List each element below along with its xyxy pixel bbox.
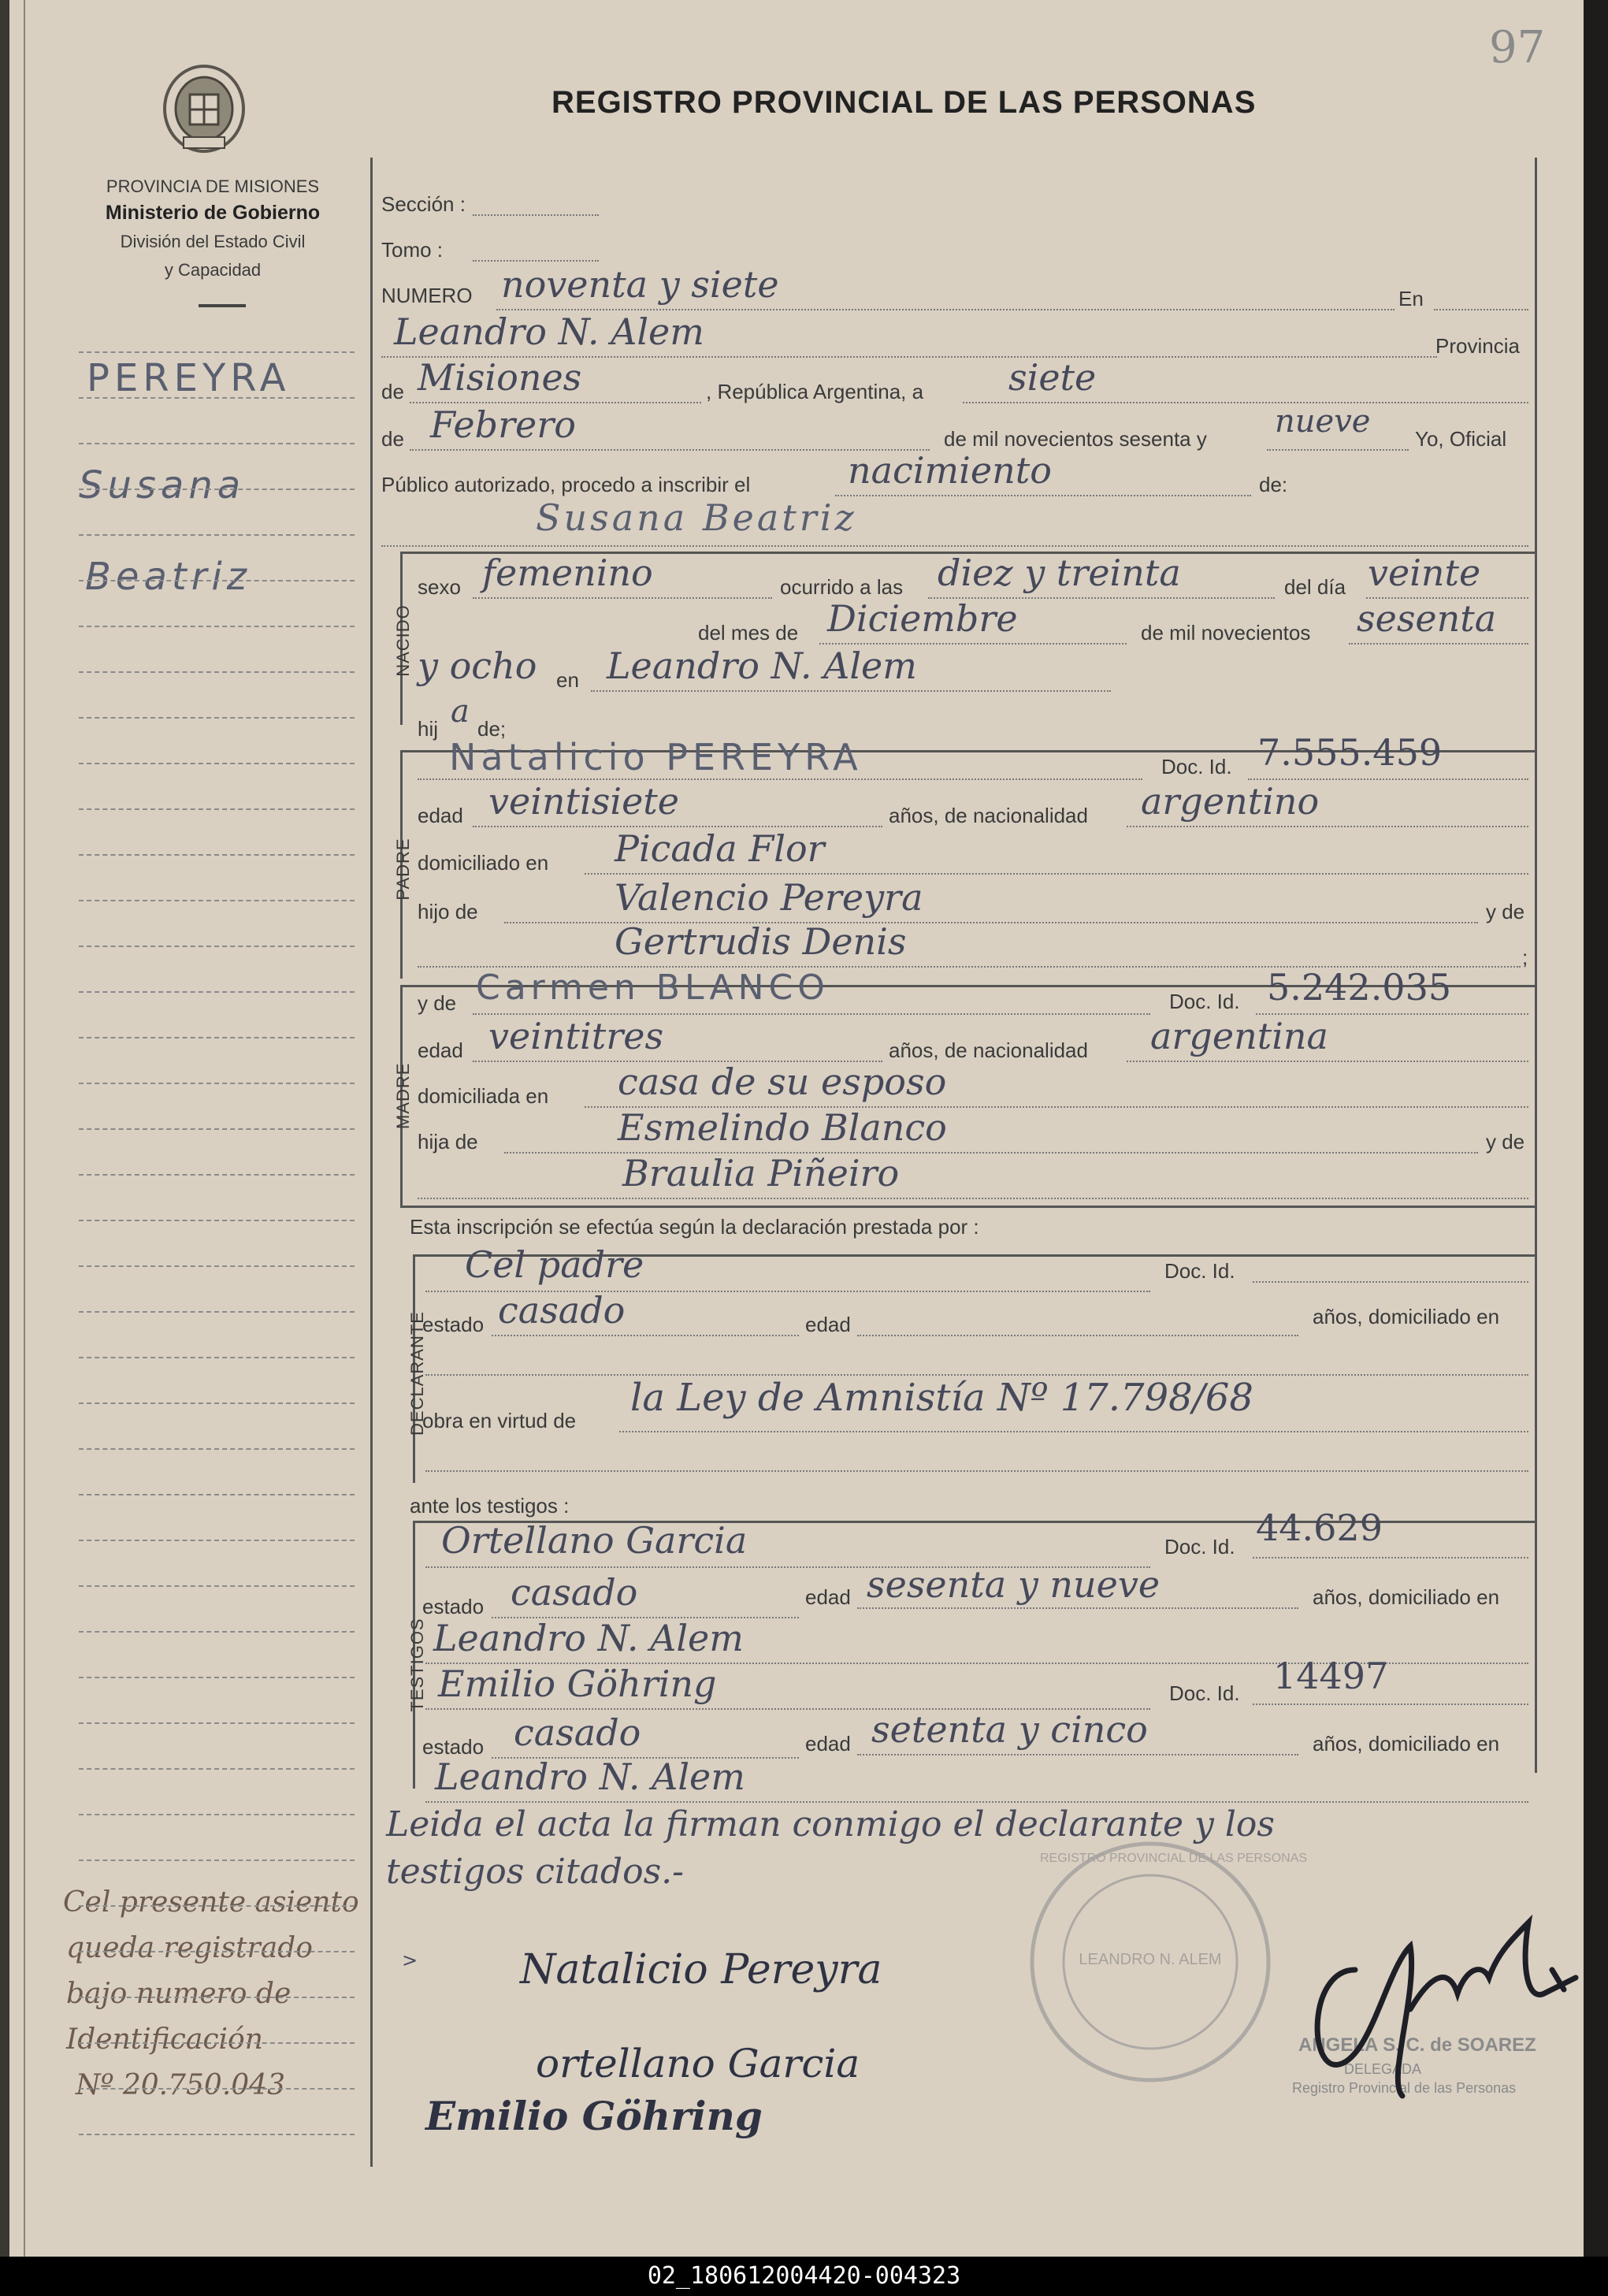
entry-testigo-2-estado: casado [514, 1711, 641, 1754]
dotted-line [835, 495, 1251, 496]
margin-dashed-line [79, 1220, 355, 1221]
entry-declarante-estado: casado [498, 1289, 626, 1332]
entry-mes-nac: Diciembre [827, 597, 1018, 640]
label-madre-nacionalidad: años, de nacionalidad [889, 1038, 1088, 1062]
dotted-line [1253, 1703, 1528, 1705]
entry-ley: la Ley de Amnistía Nº 17.798/68 [630, 1376, 1253, 1420]
entry-abuelo-p: Valencio Pereyra [615, 876, 923, 919]
margin-dashed-line [79, 991, 355, 993]
entry-testigo-2-doc: 14497 [1273, 1655, 1389, 1697]
label-tomo: Tomo : [381, 238, 444, 262]
label-ocurrido: ocurrido a las [780, 575, 904, 599]
margin-dashed-line [79, 1128, 355, 1130]
label-en-2: en [556, 668, 579, 692]
margin-surname: PEREYRA [87, 356, 291, 400]
stamp-official-name: ANGELA S. C. de SOAREZ [1298, 2034, 1536, 2056]
entry-madre-nac: argentina [1150, 1015, 1328, 1057]
label-obra: obra en virtud de [422, 1409, 577, 1432]
dotted-line [857, 1754, 1298, 1755]
margin-dashed-line [79, 1540, 355, 1541]
office-line-2: Ministerio de Gobierno [105, 202, 321, 224]
margin-dashed-line [79, 1494, 355, 1495]
entry-nombre: Susana Beatriz [536, 496, 857, 539]
dotted-line [473, 260, 599, 262]
section-divider-declaracion [400, 1206, 1535, 1208]
dotted-line [619, 1431, 1528, 1432]
entry-testigo-1-doc: 44.629 [1256, 1507, 1383, 1549]
label-madre: MADRE [393, 1062, 413, 1129]
label-testigo-2-edad: edad [805, 1732, 851, 1755]
entry-lugar: Leandro N. Alem [394, 310, 704, 353]
label-padre-domicilio: domiciliado en [418, 851, 549, 875]
margin-dashed-line [79, 443, 355, 444]
stamp-official-office: Registro Provincial de las Personas [1292, 2080, 1517, 2096]
margin-dashed-line [79, 489, 355, 490]
label-publico: Público autorizado, procedo a inscribir el [381, 473, 751, 496]
entry-cierre-1: Leida el acta la firman conmigo el declarante y los [386, 1804, 1275, 1845]
label-mil-novecientos: de mil novecientos [1141, 621, 1311, 645]
entry-padre-dom: Picada Flor [615, 827, 825, 870]
margin-dashed-line [79, 1083, 355, 1084]
entry-padre-edad: veintisiete [488, 780, 679, 823]
entry-mes-acta: Febrero [430, 403, 576, 446]
label-provincia: Provincia [1435, 334, 1520, 358]
dotted-line [1434, 309, 1528, 310]
dotted-line [473, 597, 772, 599]
margin-note-line-3: bajo numero de [66, 1978, 292, 2010]
margin-dashed-line [79, 1905, 355, 1907]
margin-dashed-line [79, 671, 355, 673]
entry-declarante: Cel padre [465, 1243, 644, 1286]
provincial-seal [160, 61, 248, 158]
label-madre-y-de: y de [1486, 1130, 1525, 1154]
entry-anio-nac: sesenta [1357, 597, 1497, 640]
label-testigos-vertical: TESTIGOS [407, 1618, 427, 1712]
entry-testigo-1-estado: casado [511, 1571, 638, 1614]
margin-dashed-line [79, 1997, 355, 1998]
margin-dashed-line [79, 1722, 355, 1724]
main-frame-right [1535, 158, 1537, 1773]
margin-dashed-line [79, 1037, 355, 1038]
margin-dashed-line [79, 397, 355, 399]
label-declarante-estado: estado [422, 1313, 485, 1336]
label-padre-doc: Doc. Id. [1161, 755, 1232, 778]
label-declarante-edad: edad [805, 1313, 851, 1336]
page-number: 97 [1489, 22, 1546, 73]
entry-madre-doc: 5.242.035 [1267, 966, 1452, 1009]
entry-lugar-nac: Leandro N. Alem [607, 645, 917, 687]
margin-dashed-line [79, 1265, 355, 1267]
label-declarante: DECLARANTE [407, 1311, 427, 1436]
margin-dashed-line [79, 1768, 355, 1770]
office-underline [199, 304, 246, 307]
label-testigo-1-anos-dom: años, domiciliado en [1313, 1585, 1500, 1609]
margin-dashed-line [79, 1402, 355, 1404]
margin-dashed-line [79, 900, 355, 901]
label-yo-oficial: Yo, Oficial [1415, 427, 1507, 451]
dotted-line [1253, 1281, 1528, 1283]
label-testigo-1-edad: edad [805, 1585, 851, 1609]
label-padre-nacionalidad: años, de nacionalidad [889, 804, 1088, 827]
entry-anio-nac-2: y ocho [418, 645, 537, 687]
dotted-line [1127, 1061, 1528, 1062]
entry-cierre-2: testigos citados.- [386, 1852, 684, 1892]
label-testigo-2-estado: estado [422, 1735, 485, 1759]
entry-madre-nombre: Carmen BLANCO [476, 968, 830, 1008]
main-frame-left [370, 158, 373, 2167]
label-testigos: ante los testigos : [410, 1494, 570, 1518]
dotted-line [591, 690, 1111, 692]
margin-name-2: Beatriz [85, 555, 251, 599]
margin-dashed-line [79, 1448, 355, 1450]
label-republica: , República Argentina, a [706, 380, 924, 403]
office-line-1: PROVINCIA DE MISIONES [106, 176, 320, 196]
margin-dashed-line [79, 2088, 355, 2090]
label-seccion: Sección : [381, 192, 466, 216]
entry-numero: noventa y siete [501, 263, 779, 306]
entry-padre-doc: 7.555.459 [1257, 731, 1443, 774]
entry-testigo-2: Emilio Göhring [438, 1663, 717, 1705]
margin-dashed-line [79, 808, 355, 810]
margin-dashed-line [79, 626, 355, 627]
margin-dashed-line [79, 1677, 355, 1678]
entry-acto: nacimiento [848, 449, 1052, 492]
office-line-3: División del Estado Civil [120, 232, 306, 251]
stamp-ring-text: REGISTRO PROVINCIAL DE LAS PERSONAS [1040, 1852, 1308, 1865]
margin-dashed-line [79, 580, 355, 581]
margin-dashed-line [79, 534, 355, 536]
margin-dashed-line [79, 2042, 355, 2044]
label-del-mes: del mes de [698, 621, 799, 645]
label-y-de-madre: y de [418, 991, 457, 1015]
label-madre-doc: Doc. Id. [1169, 990, 1240, 1013]
binding-line [24, 0, 25, 2257]
signature-officer [1292, 1875, 1591, 2104]
dotted-line [857, 1335, 1298, 1336]
office-line-4: y Capacidad [164, 260, 262, 280]
entry-anio-acta: nueve [1275, 403, 1371, 440]
label-padre-edad: edad [418, 804, 463, 827]
label-declarante-doc: Doc. Id. [1164, 1259, 1235, 1283]
label-testigo-1-estado: estado [422, 1595, 485, 1618]
entry-hora: diez y treinta [938, 552, 1181, 594]
entry-madre-edad: veintitres [488, 1015, 664, 1057]
dotted-line [857, 1607, 1298, 1609]
entry-testigo-2-dom: Leandro N. Alem [435, 1755, 745, 1798]
dotted-line [492, 1335, 799, 1336]
entry-abuela-m: Braulia Piñeiro [622, 1152, 900, 1194]
label-madre-domicilio: domiciliada en [418, 1084, 549, 1108]
entry-abuela-p: Gertrudis Denis [615, 920, 907, 963]
margin-dashed-line [79, 946, 355, 947]
label-testigo-2-doc: Doc. Id. [1169, 1681, 1240, 1705]
margin-dashed-line [79, 1357, 355, 1358]
entry-dia-nac: veinte [1368, 552, 1481, 594]
margin-dashed-line [79, 1859, 355, 1861]
margin-dashed-line [79, 1631, 355, 1633]
margin-dashed-line [79, 717, 355, 719]
dotted-line [1349, 643, 1528, 645]
dotted-line [381, 545, 1528, 547]
entry-testigo-1-dom: Leandro N. Alem [433, 1617, 744, 1659]
label-declaracion: Esta inscripción se efectúa según la declaración prestada por : [410, 1215, 979, 1239]
entry-testigo-1: Ortellano Garcia [441, 1519, 748, 1562]
signature-marker: > [402, 1949, 418, 1971]
margin-note-line-4: Identificación [66, 2023, 263, 2056]
signature-witness-2: Emilio Göhring [425, 2093, 763, 2139]
dotted-line [1127, 826, 1528, 827]
dotted-line [1253, 1557, 1528, 1559]
margin-dashed-line [79, 351, 355, 353]
margin-dashed-line [79, 1311, 355, 1313]
entry-dia-acta: siete [1008, 356, 1097, 399]
dotted-line [418, 1198, 1528, 1199]
stamp-center-text: LEANDRO N. ALEM [1079, 1951, 1222, 1968]
label-semicolon: ; [1522, 946, 1528, 969]
label-testigo-2-anos-dom: años, domiciliado en [1313, 1732, 1500, 1755]
dotted-line [425, 1801, 1528, 1803]
label-declarante-anos-dom: años, domiciliado en [1313, 1305, 1500, 1328]
label-sexo: sexo [418, 575, 461, 599]
dotted-line [585, 873, 1528, 875]
entry-abuelo-m: Esmelindo Blanco [618, 1106, 947, 1149]
margin-dashed-line [79, 1951, 355, 1952]
entry-sexo: femenino [482, 552, 653, 594]
signature-witness-1: ortellano Garcia [536, 2041, 860, 2086]
label-mil-sesenta: de mil novecientos sesenta y [944, 427, 1207, 451]
margin-note-line-1: Cel presente asiento [63, 1886, 359, 1919]
entry-padre-nombre: Natalicio PEREYRA [449, 736, 863, 778]
margin-name-1: Susana [79, 463, 246, 507]
label-padre-y-de: y de [1486, 900, 1525, 923]
label-hij: hij [418, 717, 439, 741]
signature-father: Natalicio Pereyra [520, 1946, 882, 1993]
margin-dashed-line [79, 1585, 355, 1587]
page-edge [0, 0, 9, 2257]
stamp-official-role: DELEGADA [1344, 2061, 1422, 2077]
dotted-line [963, 402, 1528, 403]
dotted-line [473, 214, 599, 216]
margin-dashed-line [79, 1174, 355, 1176]
entry-madre-dom: casa de su esposo [618, 1061, 947, 1103]
entry-testigo-2-edad: setenta y cinco [871, 1708, 1148, 1751]
dotted-line [425, 1470, 1528, 1472]
margin-dashed-line [79, 1814, 355, 1815]
entry-hij-suffix: a [451, 693, 470, 730]
label-del-dia: del día [1284, 575, 1346, 599]
label-padre: PADRE [393, 838, 413, 901]
label-de-2: de [381, 427, 404, 451]
label-madre-edad: edad [418, 1038, 463, 1062]
label-nacido: NACIDO [393, 604, 413, 677]
margin-dashed-line [79, 854, 355, 856]
entry-padre-nac: argentino [1141, 780, 1320, 823]
entry-provincia: Misiones [418, 356, 582, 399]
label-numero: NUMERO [381, 284, 473, 307]
label-testigo-1-doc: Doc. Id. [1164, 1535, 1235, 1559]
label-de: de [381, 380, 404, 403]
margin-note-line-2: queda registrado [66, 1932, 313, 1964]
margin-dashed-line [79, 763, 355, 764]
dotted-line [1267, 449, 1409, 451]
label-madre-hija-de: hija de [418, 1130, 478, 1154]
image-caption: 02_180612004420-004323 [0, 2257, 1608, 2296]
entry-testigo-1-edad: sesenta y nueve [867, 1563, 1161, 1606]
margin-dashed-line [79, 2134, 355, 2135]
label-de-colon: de: [1259, 473, 1288, 496]
document-title: REGISTRO PROVINCIAL DE LAS PERSONAS [551, 85, 1257, 120]
official-stamp [1024, 1836, 1308, 2088]
margin-note-line-5: Nº 20.750.043 [76, 2069, 285, 2101]
label-padre-hijo-de: hijo de [418, 900, 478, 923]
label-en: En [1398, 287, 1424, 310]
label-de-semi: de; [477, 717, 507, 741]
